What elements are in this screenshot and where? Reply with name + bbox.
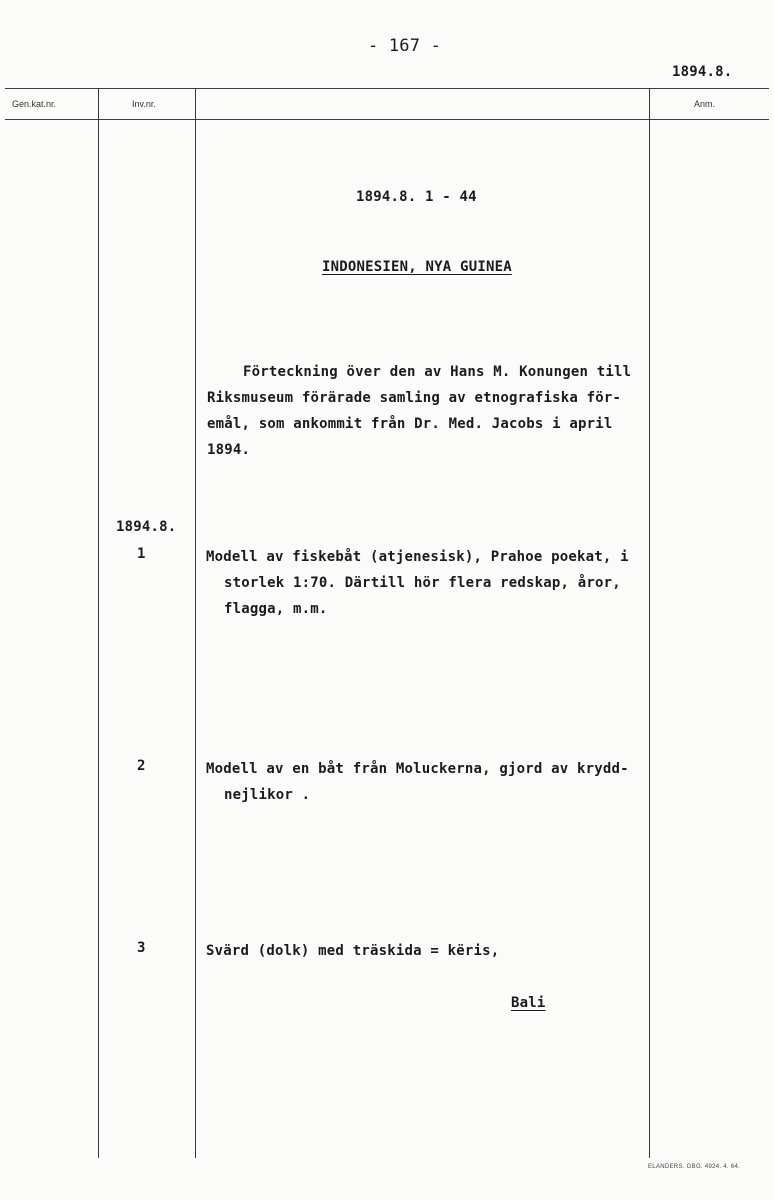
entry-series: 1894.8. (116, 519, 177, 535)
page-number: - 167 - (368, 36, 442, 56)
column-divider-1 (98, 88, 99, 1158)
entry-number: 2 (137, 758, 146, 774)
entry-number: 1 (137, 546, 146, 562)
intro-line: emål, som ankommit från Dr. Med. Jacobs i april (207, 416, 613, 432)
region-heading: INDONESIEN, NYA GUINEA (322, 259, 512, 275)
intro-line: Förteckning över den av Hans M. Konungen till (243, 364, 632, 380)
entry-line: Modell av fiskebåt (atjenesisk), Prahoe poekat, i (206, 549, 629, 565)
column-header-anm: Anm. (694, 99, 716, 109)
printer-mark: ELANDERS. GBG. 4924. 4. 64. (648, 1164, 741, 1170)
range-heading: 1894.8. 1 - 44 (356, 189, 477, 205)
entry-line: storlek 1:70. Därtill hör flera redskap, åror, (224, 575, 621, 591)
column-divider-3 (649, 88, 650, 1158)
entry-line: flagga, m.m. (224, 601, 328, 617)
entry-number: 3 (137, 940, 146, 956)
column-header-genkat: Gen.kat.nr. (12, 99, 57, 109)
entry-description (206, 756, 646, 808)
header-bottom-rule (5, 119, 769, 120)
header-top-rule (5, 88, 769, 89)
column-header-inv: Inv.nr. (132, 99, 156, 109)
intro-line: 1894. (207, 442, 251, 458)
intro-line: Riksmuseum förärade samling av etnografiska för- (207, 390, 622, 406)
column-divider-2 (195, 88, 196, 1158)
accession-id: 1894.8. (672, 64, 733, 80)
entry-place: Bali (511, 995, 546, 1011)
intro-paragraph (207, 359, 647, 463)
entry-line: Svärd (dolk) med träskida = këris, (206, 943, 500, 959)
entry-description (206, 544, 646, 622)
entry-line: nejlikor . (224, 787, 311, 803)
entry-description (206, 938, 646, 964)
entry-line: Modell av en båt från Moluckerna, gjord av krydd- (206, 761, 629, 777)
